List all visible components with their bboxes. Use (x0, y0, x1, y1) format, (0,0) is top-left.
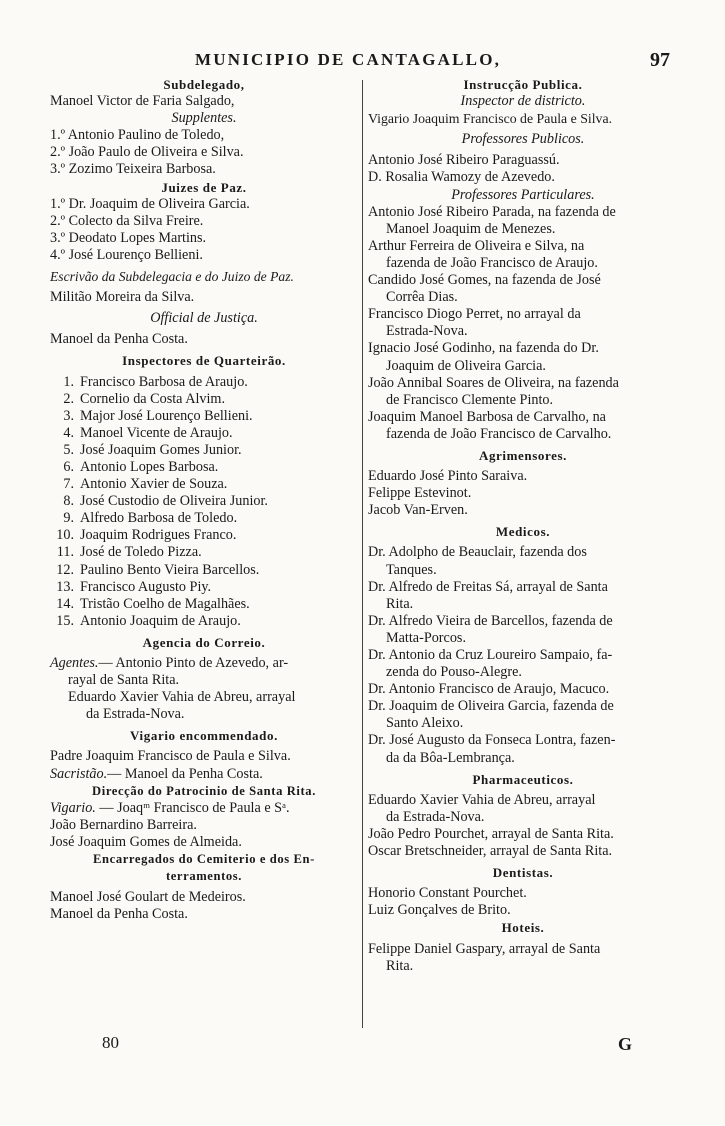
list-item: João Bernardino Barreira. (50, 816, 197, 833)
vigario-heading: Vigario encommendado. (130, 728, 278, 744)
list-item-cont: Rita. (386, 595, 414, 612)
list-item: Jacob Van-Erven. (368, 502, 468, 519)
inspectores-list (50, 374, 358, 630)
agentes-line-3: Eduardo Xavier Vahia de Abreu, arrayal (68, 689, 296, 706)
list-item: 2.º João Paulo de Oliveira e Silva. (50, 144, 244, 161)
list-item: Dr. José Augusto da Fonseca Lontra, fazen- (368, 732, 616, 749)
list-item: 1.º Dr. Joaquim de Oliveira Garcia. (50, 195, 250, 212)
dentistas-heading: Dentistas. (492, 865, 554, 881)
official-heading: Official de Justiça. (150, 310, 258, 327)
medicos-list (368, 544, 678, 766)
supplentes-list (50, 127, 358, 178)
list-item: 5. José Joaquim Gomes Junior. (63, 441, 242, 458)
list-item: 7. Antonio Xavier de Souza. (63, 476, 228, 493)
list-item: Arthur Ferreira de Oliveira e Silva, na (368, 237, 585, 254)
juizes-heading: Juizes de Paz. (161, 179, 247, 195)
column-divider (362, 80, 363, 1028)
subdelegado-heading: Subdelegado, (163, 77, 245, 92)
list-item: 12. Paulino Bento Vieira Barcellos. (56, 561, 260, 578)
list-item: 4.º José Lourenço Bellieni. (50, 246, 203, 263)
list-item: 9. Alfredo Barbosa de Toledo. (63, 510, 238, 527)
signature-mark-right: G (618, 1034, 633, 1054)
list-item: Felippe Daniel Gaspary, arrayal de Santa (368, 940, 601, 957)
list-item-cont: fazenda de João Francisco de Araujo. (386, 254, 598, 271)
list-item: Joaquim Manoel Barbosa de Carvalho, na (368, 408, 606, 425)
inspector-heading: Inspector de districto. (460, 93, 586, 110)
list-item: Oscar Bretschneider, arrayal de Santa Rita. (368, 843, 613, 860)
signature-mark-left: 80 (102, 1033, 119, 1052)
list-item: 3.º Deodato Lopes Martins. (50, 229, 207, 246)
list-item: 2. Cornelio da Costa Alvim. (63, 390, 226, 407)
list-item: 14. Tristão Coelho de Magalhães. (56, 595, 250, 612)
instrucao-heading: Instrucção Publica. (463, 77, 583, 92)
direccao-vigario: Vigario. — Joaqᵐ Francisco de Paula e Sᵃ. (50, 799, 290, 816)
list-item-cont: Manoel Joaquim de Menezes. (386, 220, 556, 237)
vigario-name: Padre Joaquim Francisco de Paula e Silva. (50, 748, 291, 765)
list-item: 8. José Custodio de Oliveira Junior. (63, 493, 268, 510)
list-item: Luiz Gonçalves de Brito. (368, 902, 511, 919)
escrivao-heading: Escrivão da Subdelegacia e do Juizo de Paz. (50, 269, 294, 285)
list-item-cont: Santo Aleixo. (386, 715, 464, 732)
inspectores-heading: Inspectores de Quarteirão. (122, 353, 286, 369)
agencia-heading: Agencia do Correio. (142, 634, 266, 650)
list-item-cont: zenda do Pouso-Alegre. (386, 664, 522, 681)
left-column (50, 76, 358, 923)
direccao-heading: Direcção do Patrocinio de Santa Rita. (92, 783, 316, 798)
list-item: Francisco Diogo Perret, no arrayal da (368, 306, 581, 323)
list-item: Dr. Joaquim de Oliveira Garcia, fazenda de (368, 698, 614, 715)
list-item: Dr. Antonio da Cruz Loureiro Sampaio, fa- (368, 647, 613, 663)
list-item: Dr. Adolpho de Beauclair, fazenda dos (368, 544, 587, 561)
list-item-cont: de Francisco Clemente Pinto. (386, 391, 554, 408)
agrimensores-heading: Agrimensores. (478, 447, 568, 463)
list-item: 2.º Colecto da Silva Freire. (50, 212, 204, 229)
inspector-name: Vigario Joaquim Francisco de Paula e Silva. (368, 111, 613, 127)
list-item: Manoel José Goulart de Medeiros. (50, 889, 246, 906)
pharmaceuticos-heading: Pharmaceuticos. (472, 771, 574, 787)
list-item-cont: fazenda de João Francisco de Carvalho. (386, 425, 612, 442)
list-item-cont: da Estrada-Nova. (386, 808, 485, 825)
medicos-heading: Medicos. (495, 524, 551, 540)
list-item: Antonio José Ribeiro Paraguassú. (368, 152, 560, 169)
professores-particulares-heading: Professores Particulares. (451, 186, 595, 203)
subdelegado-name: Manoel Victor de Faria Salgado, (50, 93, 235, 110)
list-item-cont: Rita. (386, 957, 414, 974)
list-item: Dr. Alfredo de Freitas Sá, arrayal de Santa (368, 578, 608, 595)
cemiterio-heading-2: terramentos. (165, 869, 243, 884)
list-item: Antonio José Ribeiro Parada, na fazenda de (368, 203, 616, 220)
list-item: 4. Manoel Vicente de Araujo. (63, 424, 233, 441)
sacristao-line: Sacristão.— Manoel da Penha Costa. (50, 765, 263, 782)
list-item: João Annibal Soares de Oliveira, na fazenda (368, 374, 619, 391)
list-item-cont: Joaquim de Oliveira Garcia. (386, 357, 546, 374)
list-item: Candido José Gomes, na fazenda de José (368, 272, 601, 289)
list-item: D. Rosalia Wamozy de Azevedo. (368, 169, 555, 186)
list-item-cont: Corrêa Dias. (386, 289, 458, 306)
list-item-cont: Matta-Porcos. (386, 629, 466, 646)
list-item: Honorio Constant Pourchet. (368, 885, 527, 902)
list-item: Felippe Estevinot. (368, 485, 472, 502)
escrivao-name: Militão Moreira da Silva. (50, 289, 195, 306)
list-item-cont: Tanques. (386, 561, 437, 578)
list-item: 1.º Antonio Paulino de Toledo, (50, 127, 225, 144)
list-item-cont: Estrada-Nova. (386, 323, 468, 340)
list-item: Manoel da Penha Costa. (50, 906, 188, 923)
right-column (368, 76, 678, 975)
list-item: João Pedro Pourchet, arrayal de Santa Rita. (368, 825, 614, 842)
agentes-line-4: da Estrada-Nova. (86, 706, 185, 723)
professores-particulares-list (368, 204, 678, 443)
cemiterio-heading-1: Encarregados do Cemiterio e dos En- (93, 852, 315, 867)
agentes-line-2: rayal de Santa Rita. (68, 672, 180, 689)
list-item: Dr. Alfredo Vieira de Barcellos, fazenda de (368, 612, 613, 629)
hoteis-heading: Hoteis. (501, 920, 545, 936)
list-item: Eduardo Xavier Vahia de Abreu, arrayal (368, 791, 596, 808)
list-item-cont: da da Bôa-Lembrança. (386, 749, 515, 766)
supplentes-heading: Supplentes. (171, 110, 237, 127)
juizes-list (50, 196, 358, 264)
list-item: 3.º Zozimo Teixeira Barbosa. (50, 161, 216, 178)
list-item: Ignacio José Godinho, na fazenda do Dr. (368, 340, 599, 357)
list-item: 15. Antonio Joaquim de Araujo. (56, 612, 241, 629)
list-item: 1. Francisco Barbosa de Araujo. (63, 373, 248, 390)
page-header (0, 44, 725, 74)
list-item: 3. Major José Lourenço Bellieni. (63, 407, 253, 424)
list-item: 10. Joaquim Rodrigues Franco. (56, 527, 237, 544)
list-item: 13. Francisco Augusto Piy. (56, 578, 212, 595)
running-title: MUNICIPIO DE CANTAGALLO, (195, 50, 502, 69)
page-number: 97 (650, 49, 670, 71)
professores-publicos-heading: Professores Publicos. (461, 131, 585, 148)
list-item: Dr. Antonio Francisco de Araujo, Macuco. (368, 681, 610, 698)
official-name: Manoel da Penha Costa. (50, 331, 188, 348)
agentes-line-1: Agentes.— Antonio Pinto de Azevedo, ar- (50, 655, 289, 671)
list-item: 11. José de Toledo Pizza. (56, 544, 202, 561)
list-item: 6. Antonio Lopes Barbosa. (63, 458, 219, 475)
list-item: Eduardo José Pinto Saraiva. (368, 468, 528, 485)
list-item: José Joaquim Gomes de Almeida. (50, 833, 242, 850)
